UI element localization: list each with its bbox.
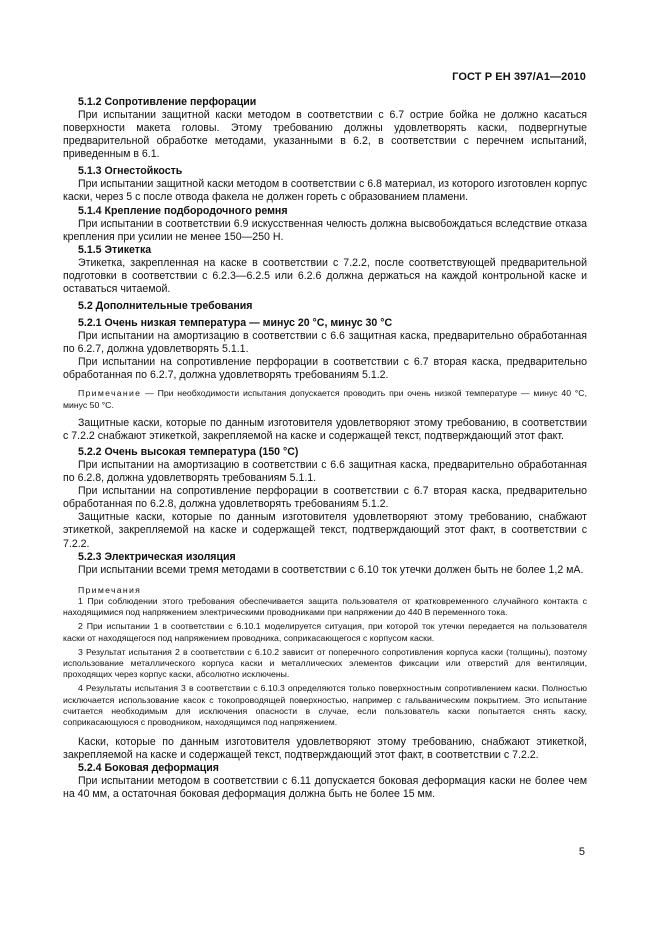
section-text-5-2-4: При испытании методом в соответствии с 6.11 допускается боковая деформация каски не более чем на 40 мм, а остаточная боковая деформация должна быть не более 15 мм. bbox=[63, 775, 587, 801]
section-text-5-2-3-p2: Каски, которые по данным изготовителя удовлетворяют этому требованию, снабжают этикеткой, закрепляемой на каске и содержащей текст, подтверждающий этот факт, в соответствии с 7.2.2. bbox=[63, 736, 587, 762]
section-heading-5-2: 5.2 Дополнительные требования bbox=[78, 300, 253, 313]
section-text-5-1-2: При испытании защитной каски методом в соответствии с 6.7 острие бойка не должно касаться поверхности макета головы. Этому требованию должны удовлетворять каски, подвергнутые предварительной обработке методами, указанными в 6.2, в соответствии с перечнем испытаний, приведенным в 6.1. bbox=[63, 109, 587, 161]
note-4: 4 Результаты испытания 3 в соответствии с 6.10.3 определяются только поверхностным сопротивлением каски. Полностью исключается использование касок с токопроводящей поверхностью, например с гальваническим покрытием. Это испытание считается необходимым для исключения опасности в случае, если пользователь каски попытается снять каску, соприкасающуюся с проводником, находящимся под напряжением. bbox=[63, 683, 587, 727]
section-heading-5-2-1: 5.2.1 Очень низкая температура — минус 20 °С, минус 30 °С bbox=[78, 317, 393, 330]
document-code-header: ГОСТ Р ЕН 397/А1—2010 bbox=[452, 71, 586, 83]
section-heading-5-1-2: 5.1.2 Сопротивление перфорации bbox=[78, 96, 257, 108]
section-heading-5-1-3: 5.1.3 Огнестойкость bbox=[78, 165, 183, 178]
document-body bbox=[63, 96, 587, 802]
section-heading-5-2-4: 5.2.4 Боковая деформация bbox=[78, 762, 219, 775]
note-5-2-1 bbox=[63, 388, 587, 410]
note-label: Примечание bbox=[78, 388, 142, 399]
section-text-5-1-3: При испытании защитной каски методом в соответствии с 6.8 материал, из которого изготовлен корпус каски, через 5 с после отвода факела не должен гореть с образованием пламени. bbox=[63, 178, 587, 204]
note-1: 1 При соблюдении этого требования обеспечивается защита пользователя от кратковременного случайного контакта с находящимися под напряжением электрическими проводниками при напряжении до 440 В переменного тока. bbox=[63, 595, 587, 618]
section-text-5-2-1-p2: При испытании на сопротивление перфорации в соответствии с 6.7 вторая каска, предварительно обработанная по 6.2.7, должна удовлетворять требованиям 5.1.2. bbox=[63, 356, 587, 382]
section-heading-5-2-2: 5.2.2 Очень высокая температура (150 °С) bbox=[78, 446, 299, 458]
section-heading-5-1-5: 5.1.5 Этикетка bbox=[78, 243, 152, 256]
section-text-5-2-2-p3: Защитные каски, которые по данным изготовителя удовлетворяют этому требованию, снабжают этикеткой, закрепляемой на каске и содержащей текст, подтверждающий этот факт, в соответствии с 7.2.2. bbox=[63, 511, 587, 550]
section-text-5-1-4: При испытании в соответствии 6.9 искусственная челюсть должна высвобождаться вследствие отказа крепления при усилии не менее 150—250 Н. bbox=[63, 217, 587, 243]
section-text-5-2-2-p1: При испытании на амортизацию в соответствии с 6.6 защитная каска, предварительно обработанная по 6.2.8, должна удовлетворять требованиям 5.1.1. bbox=[63, 459, 587, 485]
section-text-5-2-1-p1: При испытании на амортизацию в соответствии с 6.6 защитная каска, предварительно обработанная по 6.2.7, должна удовлетворять 5.1.1. bbox=[63, 330, 587, 356]
section-heading-5-1-4: 5.1.4 Крепление подбородочного ремня bbox=[78, 204, 288, 217]
section-text-5-2-3-p1: При испытании всеми тремя методами в соответствии с 6.10 ток утечки должен быть не более 1,2 мА. bbox=[78, 563, 584, 576]
section-text-5-2-1-p3: Защитные каски, которые по данным изготовителя удовлетворяют этому требованию, в соответствии с 7.2.2 снабжают этикеткой, закрепляемой на каске и содержащей текст, подтверждающий этот факт. bbox=[63, 416, 587, 442]
section-text-5-1-5: Этикетка, закрепленная на каске в соответствии с 7.2.2, после соответствующей предварительной подготовки в соответствии с 6.2.3—6.2.5 или 6.2.6 должна держаться на каждой контрольной каске и оставаться читаемой. bbox=[63, 256, 587, 295]
notes-title: Примечания bbox=[78, 584, 142, 595]
note-text: — При необходимости испытания допускается проводить при очень низкой температуре — минус 40 °С, минус 50 °С. bbox=[63, 388, 587, 410]
note-3: 3 Результат испытания 2 в соответствии с 6.10.2 зависит от поперечного сопротивления корпуса каски (толщины), поэтому использование металлического корпуса каски и металлических элементов фиксации или отверстий для вентиляции, проходящих через корпус каски, абсолютно исключены. bbox=[63, 646, 587, 680]
section-heading-5-2-3: 5.2.3 Электрическая изоляция bbox=[78, 550, 236, 563]
page-number: 5 bbox=[578, 846, 585, 858]
section-text-5-2-2-p2: При испытании на сопротивление перфорации в соответствии с 6.7 вторая каска, предварительно обработанная по 6.2.8, должна удовлетворять требованиям 5.1.2. bbox=[63, 485, 587, 511]
note-2: 2 При испытании 1 в соответствии с 6.10.1 моделируется ситуация, при которой ток утечки передается на пользователя каски от находящегося под напряжением проводника, соприкасающегося с корпусом каски. bbox=[63, 621, 587, 643]
